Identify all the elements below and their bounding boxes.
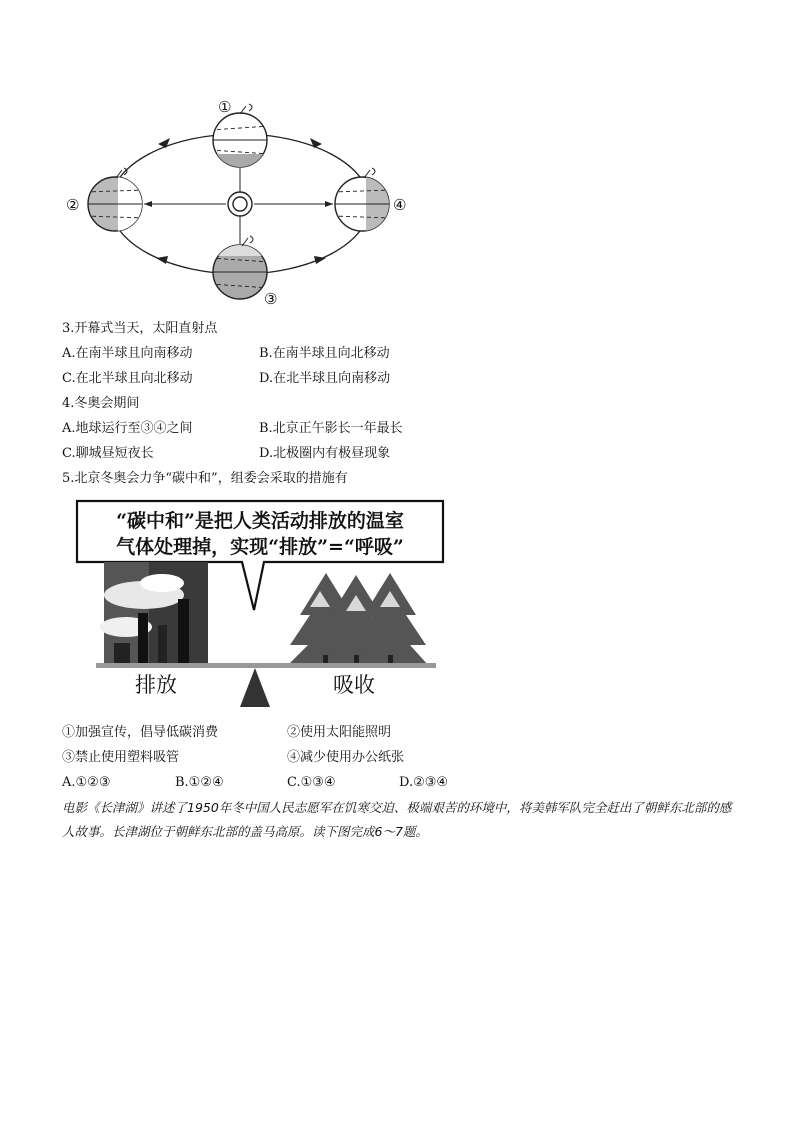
orbit-arrow-top-right: [310, 138, 322, 148]
earth-orbit-figure: [60, 92, 420, 310]
q5-measure-1: ①加强宣传，倡导低碳消费: [62, 725, 219, 740]
q3-stem: 3.开幕式当天，太阳直射点: [62, 321, 218, 336]
balance-beam: [96, 663, 436, 668]
q4-option-b[interactable]: B.北京正午影长一年最长: [259, 421, 403, 436]
orbit-arrow-top-left: [158, 138, 170, 148]
earth-position-4: [332, 168, 396, 232]
earth-position-2: [85, 168, 148, 232]
q5-measure-4: ④减少使用办公纸张: [287, 750, 405, 765]
q4-option-c[interactable]: C.聊城昼短夜长: [62, 446, 154, 461]
q3-option-c[interactable]: C.在北半球且向北移动: [62, 371, 193, 386]
orbit-label-4: ④: [393, 196, 407, 214]
bubble-text-line2: 气体处理掉，实现“排放”=“呼吸”: [116, 536, 404, 558]
earth-position-3: [210, 236, 270, 299]
label-emission: 排放: [135, 673, 177, 697]
orbit-label-3: ③: [264, 290, 278, 308]
carbon-neutral-figure: [74, 495, 446, 710]
balance-fulcrum: [240, 668, 270, 707]
q5-option-b[interactable]: B.①②④: [175, 775, 224, 790]
q5-measure-2: ②使用太阳能照明: [287, 725, 392, 740]
q4-option-d[interactable]: D.北极圈内有极昼现象: [259, 446, 391, 461]
orbit-arrow-bottom-left: [156, 256, 168, 264]
q5-option-a[interactable]: A.①②③: [62, 775, 111, 790]
orbit-label-2: ②: [66, 196, 80, 214]
q5-measure-3: ③禁止使用塑料吸管: [62, 750, 180, 765]
q3-option-a[interactable]: A.在南半球且向南移动: [62, 346, 193, 361]
q4-option-a[interactable]: A.地球运行至③④之间: [62, 421, 193, 436]
bubble-text-line1: “碳中和”是把人类活动排放的温室: [116, 510, 404, 532]
q5-option-d[interactable]: D.②③④: [399, 775, 449, 790]
orbit-label-1: ①: [218, 98, 232, 116]
q5-option-c[interactable]: C.①③④: [287, 775, 336, 790]
trees-image: [288, 573, 428, 667]
q3-option-d[interactable]: D.在北半球且向南移动: [259, 371, 391, 386]
factory-image: [100, 562, 208, 665]
q4-stem: 4.冬奥会期间: [62, 396, 140, 411]
q5-stem: 5.北京冬奥会力争“碳中和”，组委会采取的措施有: [62, 471, 348, 486]
label-absorption: 吸收: [333, 673, 375, 697]
q3-option-b[interactable]: B.在南半球且向北移动: [259, 346, 390, 361]
questions-6-7-intro: 电影《长津湖》讲述了1950年冬中国人民志愿军在饥寒交迫、极端艰苦的环境中，将美韩军队完全赶出了朝鲜东北部的感人故事。长津湖位于朝鲜东北部的盖马高原。读下图完成6～7题。: [62, 800, 732, 839]
